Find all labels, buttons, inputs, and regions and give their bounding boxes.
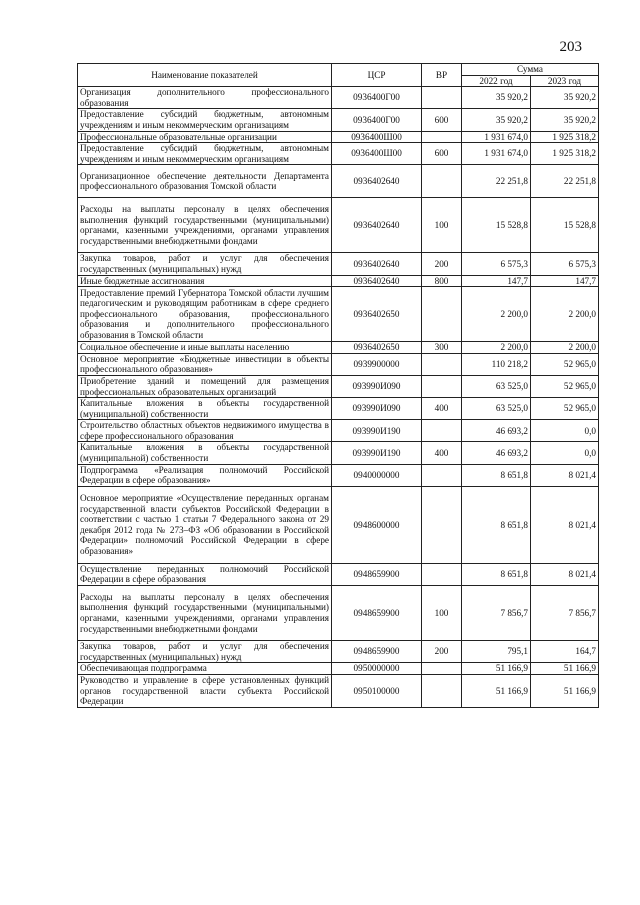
row-sum-2023: 1 925 318,2: [531, 131, 599, 143]
row-sum-2023: 51 166,9: [531, 663, 599, 675]
row-vr: 300: [422, 342, 462, 354]
row-csr: 093990И090: [332, 375, 422, 397]
table-row: [78, 87, 599, 109]
row-vr: [422, 563, 462, 585]
row-name: Подпрограмма «Реализация полномочий Российской Федерации в сфере образования»: [78, 464, 332, 486]
row-sum-2023: 147,7: [531, 275, 599, 287]
header-year-2022: 2022 год: [462, 75, 531, 87]
row-csr: 0936400Г00: [332, 87, 422, 109]
row-sum-2023: 52 965,0: [531, 375, 599, 397]
row-vr: 200: [422, 253, 462, 275]
row-name: Закупка товаров, работ и услуг для обеспечения государственных (муниципальных) нужд: [78, 253, 332, 275]
table-row: [78, 275, 599, 287]
row-sum-2022: 63 525,0: [462, 375, 531, 397]
table-row: [78, 641, 599, 663]
header-csr: ЦСР: [332, 64, 422, 87]
row-csr: 0948659900: [332, 563, 422, 585]
table-row: [78, 398, 599, 420]
row-sum-2022: 15 528,8: [462, 198, 531, 253]
table-row: [78, 143, 599, 165]
table-row: [78, 563, 599, 585]
row-vr: 100: [422, 198, 462, 253]
row-vr: [422, 464, 462, 486]
row-csr: 093990И090: [332, 398, 422, 420]
row-name: Предоставление субсидий бюджетным, автономным учреждениям и иным некоммерческим организациям: [78, 109, 332, 131]
row-name: Основное мероприятие «Бюджетные инвестиции в объекты профессионального образования»: [78, 353, 332, 375]
row-csr: 0936400Ш00: [332, 143, 422, 165]
row-vr: [422, 375, 462, 397]
row-sum-2022: 63 525,0: [462, 398, 531, 420]
row-sum-2023: 51 166,9: [531, 674, 599, 707]
row-vr: 200: [422, 641, 462, 663]
row-sum-2023: 0,0: [531, 420, 599, 442]
table-row: [78, 375, 599, 397]
row-sum-2022: 1 931 674,0: [462, 143, 531, 165]
row-vr: 600: [422, 109, 462, 131]
row-name: Организационное обеспечение деятельности Департамента профессионального образования Томской области: [78, 165, 332, 198]
row-sum-2022: 22 251,8: [462, 165, 531, 198]
row-csr: 0950000000: [332, 663, 422, 675]
row-csr: 0939900000: [332, 353, 422, 375]
row-name: Иные бюджетные ассигнования: [78, 275, 332, 287]
budget-table: [77, 63, 599, 708]
header-sum: Сумма: [462, 64, 599, 76]
row-name: Предоставление субсидий бюджетным, автономным учреждениям и иным некоммерческим организациям: [78, 143, 332, 165]
row-csr: 0936400Ш00: [332, 131, 422, 143]
header-vr: ВР: [422, 64, 462, 87]
row-name: Капитальные вложения в объекты государственной (муниципальной) собственности: [78, 398, 332, 420]
row-sum-2023: 7 856,7: [531, 586, 599, 641]
row-name: Организация дополнительного профессионального образования: [78, 87, 332, 109]
row-vr: 100: [422, 586, 462, 641]
row-sum-2023: 8 021,4: [531, 486, 599, 563]
row-sum-2023: 8 021,4: [531, 563, 599, 585]
row-csr: 0936402640: [332, 198, 422, 253]
row-vr: [422, 420, 462, 442]
table-row: [78, 342, 599, 354]
row-sum-2022: 1 931 674,0: [462, 131, 531, 143]
row-sum-2022: 110 218,2: [462, 353, 531, 375]
row-csr: 0940000000: [332, 464, 422, 486]
header-year-2023: 2023 год: [531, 75, 599, 87]
table-row: [78, 464, 599, 486]
row-name: Социальное обеспечение и иные выплаты населению: [78, 342, 332, 354]
row-sum-2022: 2 200,0: [462, 287, 531, 342]
row-sum-2023: 35 920,2: [531, 87, 599, 109]
table-row: [78, 131, 599, 143]
row-vr: [422, 663, 462, 675]
page-number: 203: [559, 39, 582, 55]
row-sum-2023: 2 200,0: [531, 342, 599, 354]
table-row: [78, 253, 599, 275]
table-body: [78, 87, 599, 708]
table-row: [78, 109, 599, 131]
row-name: Расходы на выплаты персоналу в целях обеспечения выполнения функций государственными (муниципальными) органами, казенными учреждениями, органами управления государственными внебюджетными фондами: [78, 586, 332, 641]
row-sum-2022: 8 651,8: [462, 563, 531, 585]
row-sum-2022: 8 651,8: [462, 486, 531, 563]
row-sum-2023: 15 528,8: [531, 198, 599, 253]
row-sum-2022: 2 200,0: [462, 342, 531, 354]
row-vr: [422, 165, 462, 198]
row-vr: [422, 486, 462, 563]
row-sum-2023: 52 965,0: [531, 353, 599, 375]
table-row: [78, 165, 599, 198]
row-sum-2023: 6 575,3: [531, 253, 599, 275]
row-sum-2022: 795,1: [462, 641, 531, 663]
table-row: [78, 442, 599, 464]
row-sum-2022: 35 920,2: [462, 87, 531, 109]
row-name: Закупка товаров, работ и услуг для обеспечения государственных (муниципальных) нужд: [78, 641, 332, 663]
row-sum-2023: 8 021,4: [531, 464, 599, 486]
row-vr: 400: [422, 442, 462, 464]
row-csr: 093990И190: [332, 442, 422, 464]
table-row: [78, 198, 599, 253]
row-sum-2022: 147,7: [462, 275, 531, 287]
row-sum-2022: 51 166,9: [462, 674, 531, 707]
row-csr: 0936400Г00: [332, 109, 422, 131]
row-csr: 093990И190: [332, 420, 422, 442]
table-row: [78, 353, 599, 375]
row-vr: 800: [422, 275, 462, 287]
row-name: Осуществление переданных полномочий Российской Федерации в сфере образования: [78, 563, 332, 585]
row-sum-2022: 6 575,3: [462, 253, 531, 275]
table-row: [78, 674, 599, 707]
row-sum-2023: 164,7: [531, 641, 599, 663]
row-vr: [422, 353, 462, 375]
row-csr: 0948659900: [332, 641, 422, 663]
table-row: [78, 486, 599, 563]
row-vr: [422, 287, 462, 342]
row-csr: 0936402650: [332, 342, 422, 354]
row-csr: 0936402640: [332, 275, 422, 287]
row-name: Капитальные вложения в объекты государственной (муниципальной) собственности: [78, 442, 332, 464]
row-csr: 0936402650: [332, 287, 422, 342]
row-name: Расходы на выплаты персоналу в целях обеспечения выполнения функций государственными (муниципальными) органами, казенными учреждениями, органами управления государственными внебюджетными фондами: [78, 198, 332, 253]
row-sum-2023: 35 920,2: [531, 109, 599, 131]
table-row: [78, 663, 599, 675]
row-name: Обеспечивающая подпрограмма: [78, 663, 332, 675]
row-sum-2023: 22 251,8: [531, 165, 599, 198]
row-vr: 400: [422, 398, 462, 420]
header-name: Наименование показателей: [78, 64, 332, 87]
row-vr: [422, 87, 462, 109]
row-csr: 0948600000: [332, 486, 422, 563]
row-sum-2022: 8 651,8: [462, 464, 531, 486]
row-sum-2023: 2 200,0: [531, 287, 599, 342]
row-name: Приобретение зданий и помещений для размещения профессиональных образовательных организаций: [78, 375, 332, 397]
row-sum-2023: 1 925 318,2: [531, 143, 599, 165]
row-vr: [422, 674, 462, 707]
table-row: [78, 287, 599, 342]
table-header: [78, 64, 599, 87]
row-name: Предоставление премий Губернатора Томской области лучшим педагогическим и руководящим работникам в сфере среднего профессионального образования, профессионального образования и дополнительного профессионального образования в Томской области: [78, 287, 332, 342]
row-sum-2022: 46 693,2: [462, 442, 531, 464]
table-row: [78, 586, 599, 641]
row-name: Основное мероприятие «Осуществление переданных органам государственной власти субъектов Российской Федерации в соответствии с частью 1 статьи 7 Федерального закона от 29 декабря 2012 года № 273–ФЗ «Об образовании в Российской Федерации» полномочий Российской Федерации в сфере образования»: [78, 486, 332, 563]
row-sum-2022: 46 693,2: [462, 420, 531, 442]
row-vr: [422, 131, 462, 143]
row-name: Руководство и управление в сфере установленных функций органов государственной власти субъекта Российской Федерации: [78, 674, 332, 707]
row-sum-2022: 7 856,7: [462, 586, 531, 641]
row-name: Профессиональные образовательные организации: [78, 131, 332, 143]
row-csr: 0936402640: [332, 165, 422, 198]
row-sum-2023: 52 965,0: [531, 398, 599, 420]
row-sum-2022: 35 920,2: [462, 109, 531, 131]
row-name: Строительство областных объектов недвижимого имущества в сфере профессионального образования: [78, 420, 332, 442]
row-sum-2023: 0,0: [531, 442, 599, 464]
table-row: [78, 420, 599, 442]
row-sum-2022: 51 166,9: [462, 663, 531, 675]
row-vr: 600: [422, 143, 462, 165]
row-csr: 0950100000: [332, 674, 422, 707]
row-csr: 0936402640: [332, 253, 422, 275]
row-csr: 0948659900: [332, 586, 422, 641]
